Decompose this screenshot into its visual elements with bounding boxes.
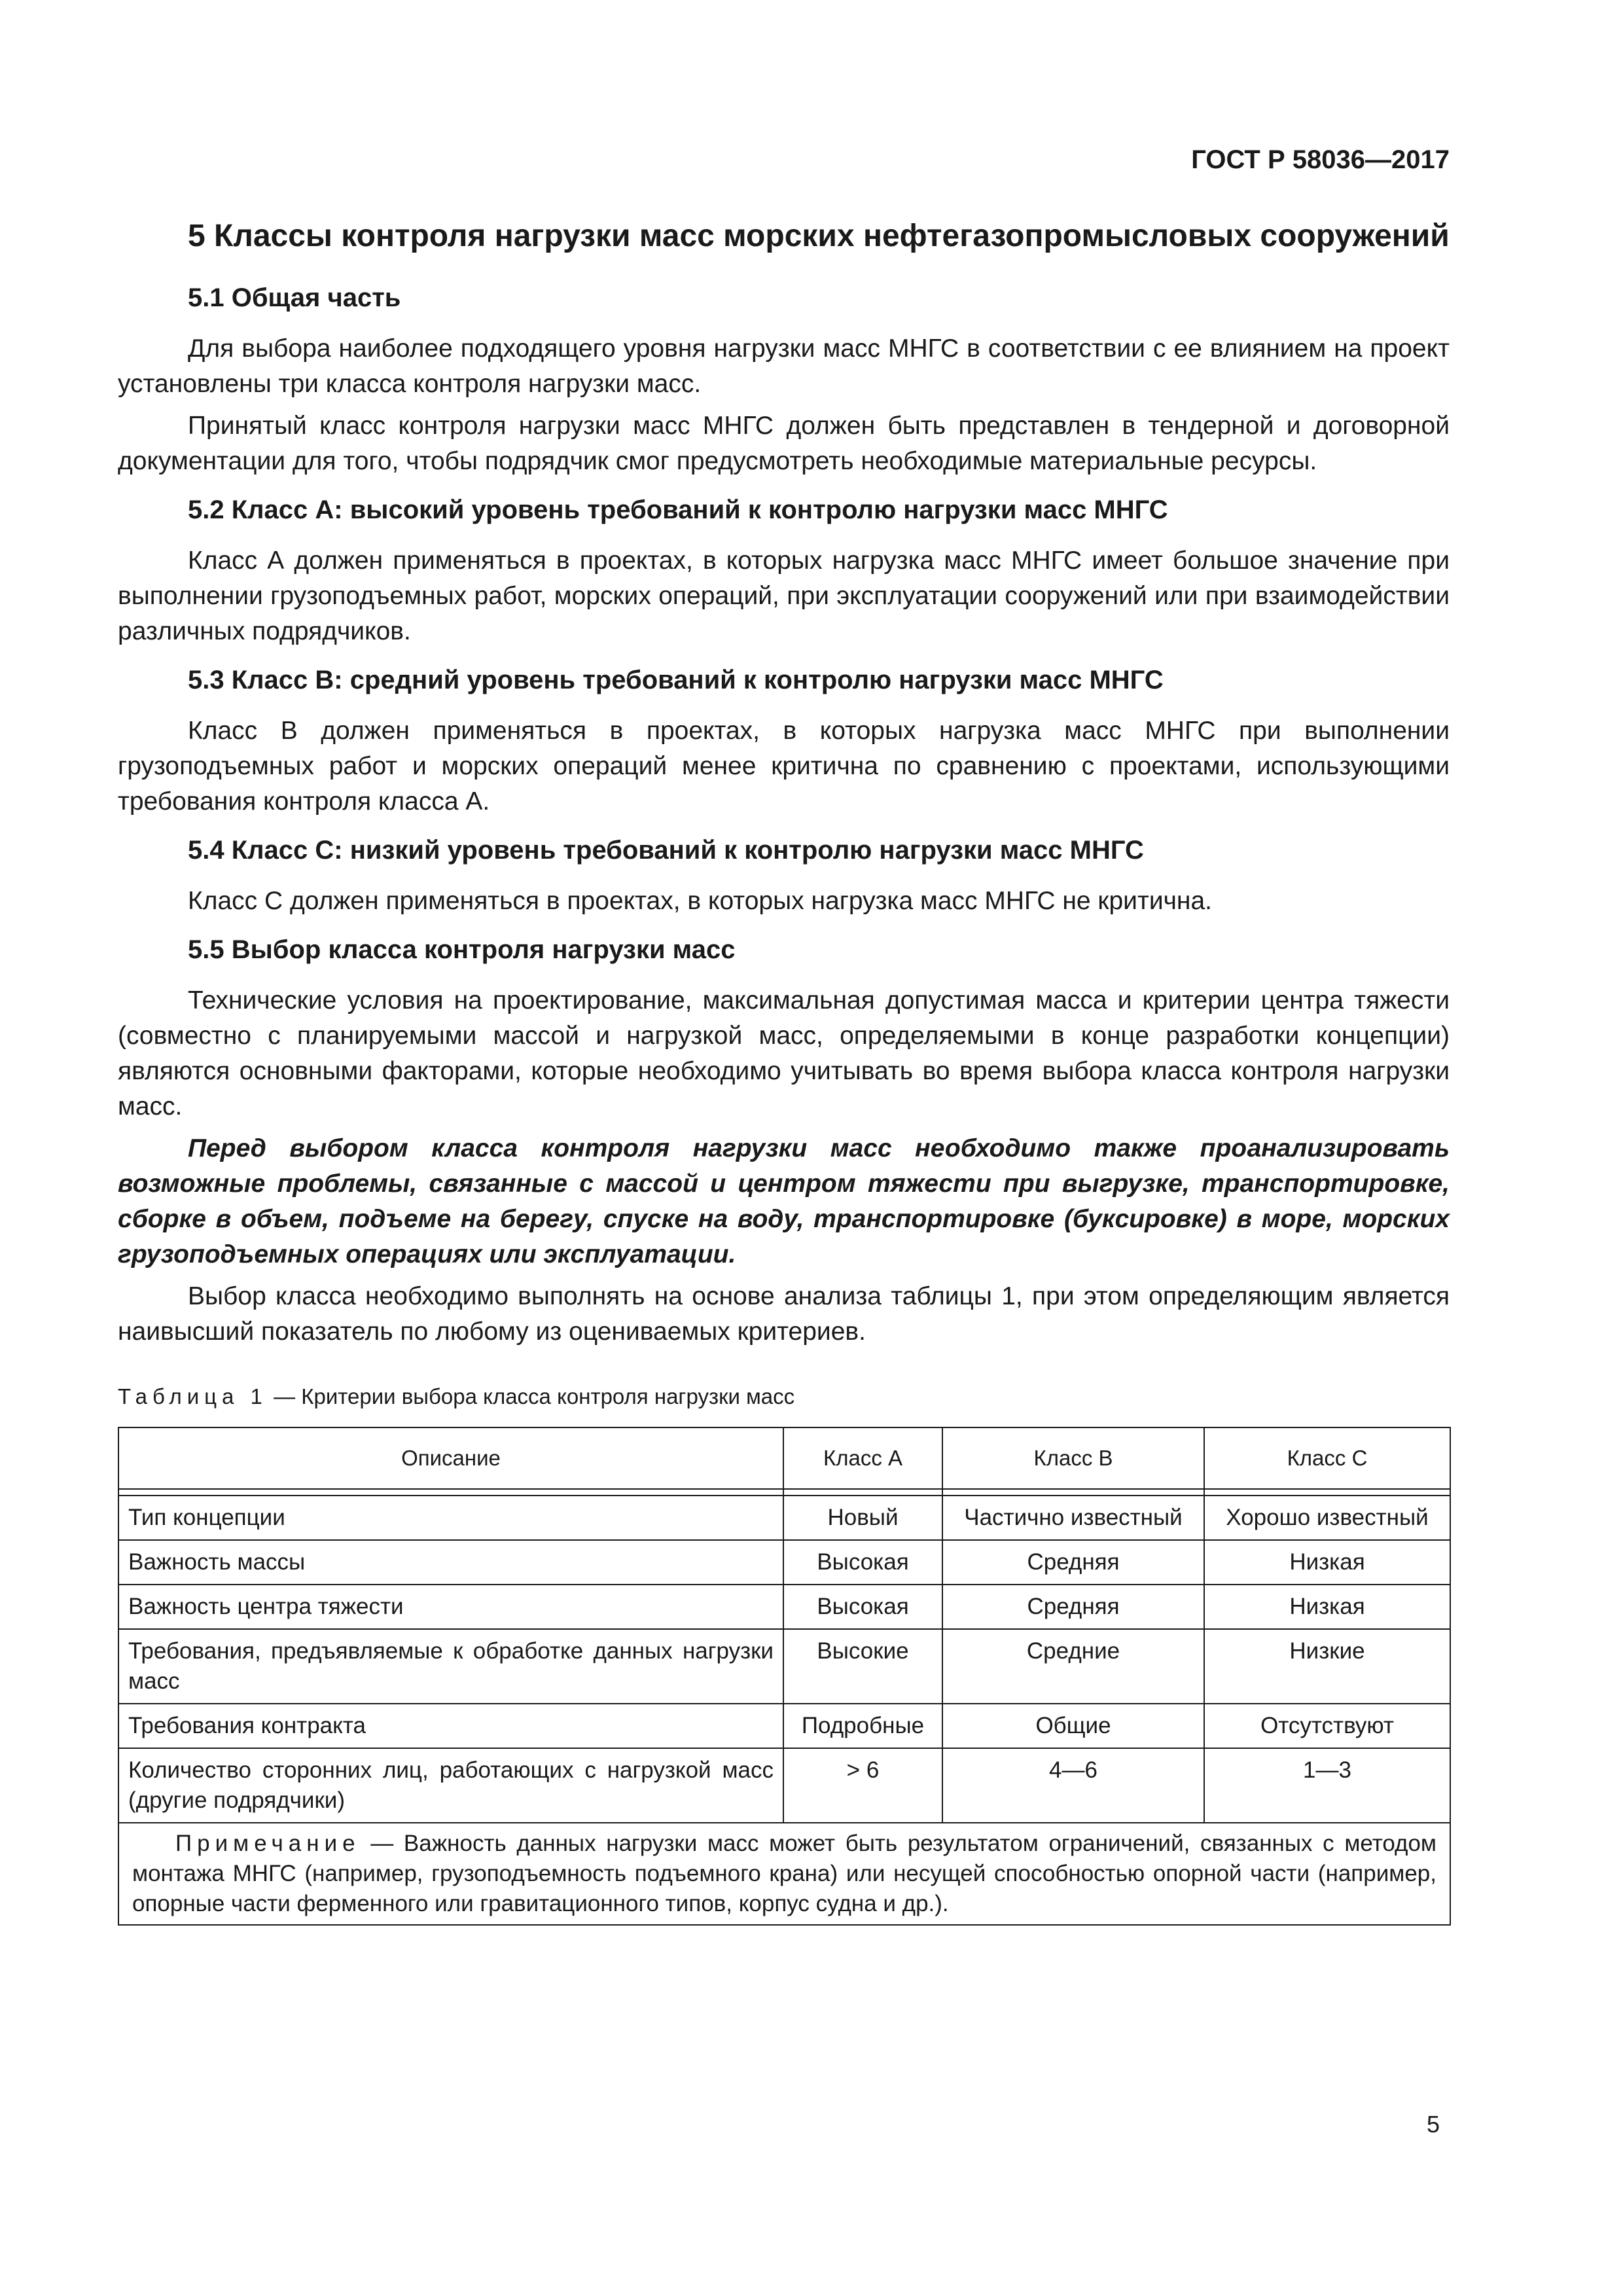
table-cell: Подробные (783, 1704, 942, 1748)
table-cell: > 6 (783, 1748, 942, 1823)
table-caption-label: Таблица 1 (118, 1384, 268, 1408)
paragraph: Принятый класс контроля нагрузки масс МНГС должен быть представлен в тендерной и договорной документации для того, чтобы подрядчик смог предусмотреть необходимые материальные ресурсы. (118, 412, 1450, 475)
column-header: Класс А (783, 1427, 942, 1489)
table-cell: Количество сторонних лиц, работающих с нагрузкой масс (другие подрядчики) (118, 1748, 783, 1823)
table-cell: Высокая (783, 1540, 942, 1585)
table-cell: Важность массы (118, 1540, 783, 1585)
table-cell: Важность центра тяжести (118, 1585, 783, 1629)
subsection-title-5-1: 5.1 Общая часть (188, 283, 401, 312)
table-cell: Хорошо известный (1204, 1496, 1450, 1540)
table-cell: 4—6 (942, 1748, 1204, 1823)
table-cell: 1—3 (1204, 1748, 1450, 1823)
table-row (118, 1629, 1450, 1704)
paragraph: Класс А должен применяться в проектах, в которых нагрузка масс МНГС имеет большое значение при выполнении грузоподъемных работ, морских операций, при эксплуатации сооружений или при взаимодействии различных подрядчиков. (118, 547, 1450, 645)
table-row (118, 1540, 1450, 1585)
subsection-title-5-3: 5.3 Класс В: средний уровень требований к контролю нагрузки масс МНГС (188, 666, 1164, 694)
table-cell: Общие (942, 1704, 1204, 1748)
table-header-row (118, 1427, 1450, 1489)
page-content (118, 216, 1450, 1926)
table-row (118, 1748, 1450, 1823)
table-cell: Требования, предъявляемые к обработке данных нагрузки масс (118, 1629, 783, 1704)
paragraph: Класс В должен применяться в проектах, в которых нагрузка масс МНГС при выполнении грузоподъемных работ и морских операций менее критична по сравнению с проектами, использующими требования контроля класса А. (118, 717, 1450, 816)
table-cell: Низкая (1204, 1585, 1450, 1629)
table-cell: Новый (783, 1496, 942, 1540)
subsection-title-5-2: 5.2 Класс А: высокий уровень требований к контролю нагрузки масс МНГС (188, 495, 1168, 524)
table-cell: Средняя (942, 1585, 1204, 1629)
table-cell: Высокие (783, 1629, 942, 1704)
subsection-title-5-4: 5.4 Класс С: низкий уровень требований к контролю нагрузки масс МНГС (188, 836, 1144, 865)
table-note-text: — Важность данных нагрузки масс может быть результатом ограничений, связанных с методом монтажа МНГС (например, грузоподъемность подъемного крана) или несущей способностью опорной части (например, опорные части ферменного или гравитационного типов, корпус судна и др.). (132, 1831, 1436, 1916)
standard-number: ГОСТ Р 58036—2017 (1191, 145, 1450, 174)
table-cell: Средние (942, 1629, 1204, 1704)
table-caption (118, 1382, 1450, 1411)
emphasis-paragraph: Перед выбором класса контроля нагрузки масс необходимо также проанализировать возможные проблемы, связанные с массой и центром тяжести при выгрузке, транспортировке, сборке в объем, подъеме на берегу, спуске на воду, транспортировке (буксировке) в море, морских грузоподъемных операциях или эксплуатации. (118, 1134, 1450, 1268)
paragraph: Класс С должен применяться в проектах, в которых нагрузка масс МНГС не критична. (188, 887, 1212, 915)
section-title: 5 Классы контроля нагрузки масс морских нефтегазопромысловых сооружений (188, 219, 1450, 253)
table-note-row (118, 1823, 1450, 1925)
table-cell: Низкие (1204, 1629, 1450, 1704)
table-cell: Тип концепции (118, 1496, 783, 1540)
paragraph: Для выбора наиболее подходящего уровня нагрузки масс МНГС в соответствии с ее влиянием на проект установлены три класса контроля нагрузки масс. (118, 334, 1450, 398)
paragraph: Выбор класса необходимо выполнять на основе анализа таблицы 1, при этом определяющим является наивысший показатель по любому из оцениваемых критериев. (118, 1282, 1450, 1346)
table-note-label: Примечание (175, 1831, 361, 1856)
column-header: Класс С (1204, 1427, 1450, 1489)
table-row (118, 1704, 1450, 1748)
column-header: Класс В (942, 1427, 1204, 1489)
page-number: 5 (1427, 2111, 1440, 2138)
table-cell: Высокая (783, 1585, 942, 1629)
criteria-table (118, 1427, 1451, 1926)
table-cell: Отсутствуют (1204, 1704, 1450, 1748)
table-row (118, 1496, 1450, 1540)
table-separator (118, 1489, 1450, 1496)
subsection-title-5-5: 5.5 Выбор класса контроля нагрузки масс (188, 935, 736, 964)
column-header: Описание (118, 1427, 783, 1489)
table-cell: Частично известный (942, 1496, 1204, 1540)
table-row (118, 1585, 1450, 1629)
paragraph: Технические условия на проектирование, максимальная допустимая масса и критерии центра тяжести (совместно с планируемыми массой и нагрузкой масс, определяемыми в конце разработки концепции) являются основными факторами, которые необходимо учитывать во время выбора класса контроля нагрузки масс. (118, 986, 1450, 1121)
table-cell: Средняя (942, 1540, 1204, 1585)
table-cell: Низкая (1204, 1540, 1450, 1585)
table-caption-text: — Критерии выбора класса контроля нагрузки масс (267, 1384, 795, 1408)
table-note (118, 1823, 1450, 1925)
table-cell: Требования контракта (118, 1704, 783, 1748)
